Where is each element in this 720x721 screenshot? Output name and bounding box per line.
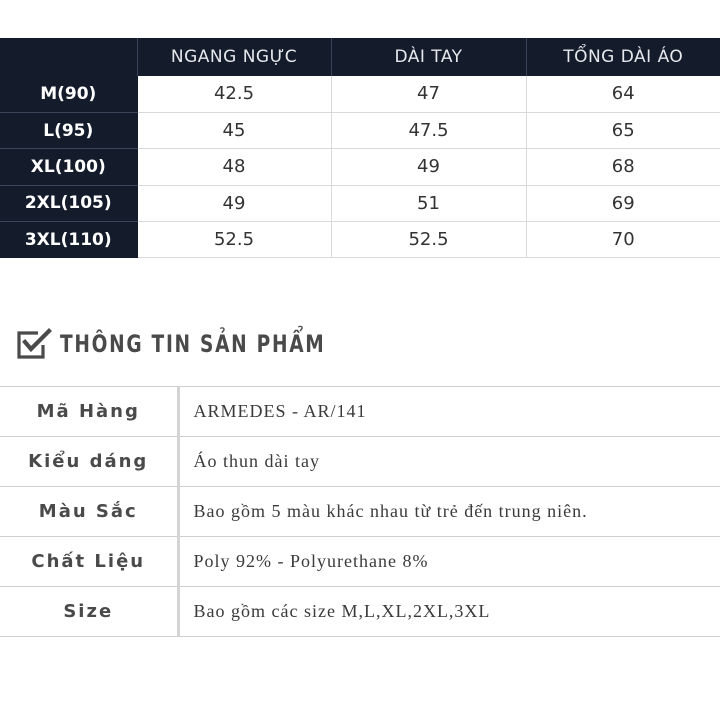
size-label: 3XL(110): [0, 222, 137, 258]
table-row: [0, 587, 720, 637]
checkbox-check-icon: [16, 328, 52, 360]
table-row: [0, 537, 720, 587]
size-label: M(90): [0, 76, 137, 112]
size-label: L(95): [0, 112, 137, 148]
chest-value: 45: [137, 112, 331, 148]
table-row: [0, 149, 720, 185]
table-row: [0, 437, 720, 487]
info-key: Mã Hàng: [0, 387, 178, 437]
chest-value: 52.5: [137, 222, 331, 258]
size-chart-table: [0, 38, 720, 258]
chest-value: 49: [137, 185, 331, 221]
sleeve-value: 49: [331, 149, 526, 185]
table-row: [0, 112, 720, 148]
info-value: Poly 92% - Polyurethane 8%: [178, 537, 720, 587]
size-chart-header-row: [0, 38, 720, 76]
info-key: Size: [0, 587, 178, 637]
sleeve-value: 47.5: [331, 112, 526, 148]
chest-value: 48: [137, 149, 331, 185]
info-value: Bao gồm 5 màu khác nhau từ trẻ đến trung niên.: [178, 487, 720, 537]
product-info-heading: [16, 326, 369, 362]
sleeve-value: 47: [331, 76, 526, 112]
length-value: 65: [526, 112, 720, 148]
length-value: 70: [526, 222, 720, 258]
header-sleeve-length: DÀI TAY: [331, 38, 526, 76]
size-label: XL(100): [0, 149, 137, 185]
length-value: 64: [526, 76, 720, 112]
header-total-length: TỔNG DÀI ÁO: [526, 38, 720, 76]
section-title: THÔNG TIN SẢN PHẨM: [60, 330, 326, 358]
header-chest-width: NGANG NGỰC: [137, 38, 331, 76]
header-corner-cell: [0, 38, 137, 76]
table-row: [0, 487, 720, 537]
size-label: 2XL(105): [0, 185, 137, 221]
info-key: Kiểu dáng: [0, 437, 178, 487]
length-value: 68: [526, 149, 720, 185]
product-info-table: [0, 386, 720, 637]
sleeve-value: 51: [331, 185, 526, 221]
length-value: 69: [526, 185, 720, 221]
sleeve-value: 52.5: [331, 222, 526, 258]
info-key: Màu Sắc: [0, 487, 178, 537]
table-row: [0, 222, 720, 258]
chest-value: 42.5: [137, 76, 331, 112]
table-row: [0, 387, 720, 437]
table-row: [0, 76, 720, 112]
info-key: Chất Liệu: [0, 537, 178, 587]
info-value: ARMEDES - AR/141: [178, 387, 720, 437]
table-row: [0, 185, 720, 221]
info-value: Bao gồm các size M,L,XL,2XL,3XL: [178, 587, 720, 637]
info-value: Áo thun dài tay: [178, 437, 720, 487]
